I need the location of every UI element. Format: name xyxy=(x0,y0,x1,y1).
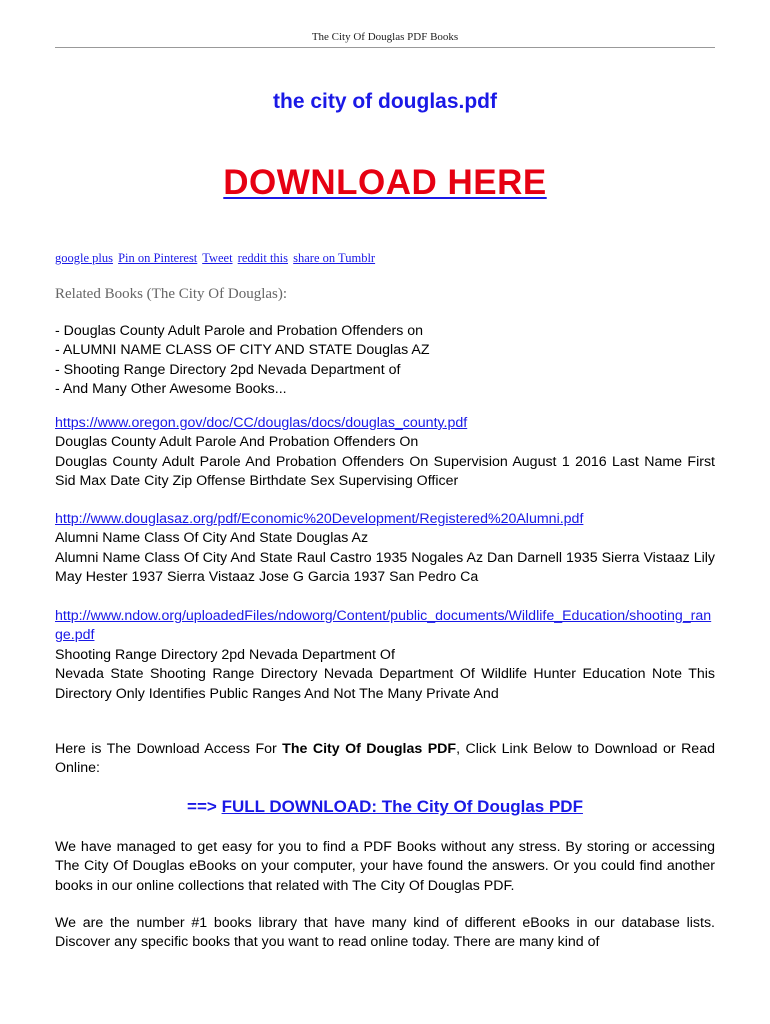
document-title: the city of douglas.pdf xyxy=(273,90,497,113)
book-entry-description: Alumni Name Class Of City And State Raul Castro 1935 Nogales Az Dan Darnell 1935 Sierra Vistaaz Lily May Hester 1937 Sierra Vistaaz Jose G Garcia 1937 San Pedro Ca xyxy=(55,549,715,586)
related-book-item: - And Many Other Awesome Books... xyxy=(55,381,287,398)
description-paragraph: We are the number #1 books library that have many kind of different eBooks in our database lists. Discover any specific books that you want to read online today. There are many kind of xyxy=(55,915,715,951)
download-here-link[interactable]: DOWNLOAD HERE xyxy=(223,163,547,202)
book-entry-description: Nevada State Shooting Range Directory Nevada Department Of Wildlife Hunter Education Note This Directory Only Identifies Public Ranges And Not The Many Private And xyxy=(55,666,715,702)
book-entry-url[interactable]: http://www.douglasaz.org/pdf/Economic%20Development/Registered%20Alumni.pdf xyxy=(55,511,584,527)
arrow-icon: ==> xyxy=(187,797,217,816)
book-entry-url[interactable]: https://www.oregon.gov/doc/CC/douglas/docs/douglas_county.pdf xyxy=(55,415,468,431)
share-google-plus-link[interactable]: google plus xyxy=(55,251,113,265)
download-here-banner xyxy=(55,163,715,203)
access-suffix: , Click Link Below to Download or Read Online: xyxy=(55,741,715,777)
book-entry-1 xyxy=(55,414,715,492)
full-download-link[interactable]: FULL DOWNLOAD: The City Of Douglas PDF xyxy=(221,797,583,816)
access-book-title: The City Of Douglas PDF xyxy=(282,741,457,757)
related-books-heading: Related Books (The City Of Douglas): xyxy=(55,286,288,302)
related-book-item: - Shooting Range Directory 2pd Nevada Department of xyxy=(55,361,401,378)
book-entry-title: Douglas County Adult Parole And Probation Offenders On xyxy=(55,434,419,451)
book-entry-3 xyxy=(55,607,715,704)
header-divider xyxy=(55,47,715,48)
related-books-list xyxy=(55,322,715,400)
book-entry-2 xyxy=(55,510,715,588)
page-header: The City Of Douglas PDF Books xyxy=(311,31,459,43)
book-entry-description: Douglas County Adult Parole And Probation Offenders On Supervision August 1 2016 Last Name First Sid Max Date City Zip Offense Birthdate Sex Supervising Officer xyxy=(55,453,715,490)
share-tumblr-link[interactable]: share on Tumblr xyxy=(293,251,376,265)
related-book-item: - ALUMNI NAME CLASS OF CITY AND STATE Douglas AZ xyxy=(55,342,430,359)
share-links xyxy=(55,251,377,266)
book-entry-url[interactable]: http://www.ndow.org/uploadedFiles/ndoworg/Content/public_documents/Wildlife_Education/shooting_range.pdf xyxy=(55,608,712,644)
full-download-row xyxy=(55,797,715,817)
share-reddit-link[interactable]: reddit this xyxy=(237,251,289,265)
share-tweet-link[interactable]: Tweet xyxy=(202,251,233,265)
book-entry-title: Shooting Range Directory 2pd Nevada Department Of xyxy=(55,646,395,663)
related-book-item: - Douglas County Adult Parole and Probation Offenders on xyxy=(55,323,424,339)
access-prefix: Here is The Download Access For xyxy=(55,741,283,757)
book-entry-title: Alumni Name Class Of City And State Douglas Az xyxy=(55,530,369,547)
share-pinterest-link[interactable]: Pin on Pinterest xyxy=(118,251,198,265)
description-paragraph: We have managed to get easy for you to find a PDF Books without any stress. By storing or accessing The City Of Douglas eBooks on your computer, your have found the answers. Or you could find another books in our online collections that related with The City Of Douglas PDF. xyxy=(55,839,715,894)
download-access-text xyxy=(55,740,715,779)
